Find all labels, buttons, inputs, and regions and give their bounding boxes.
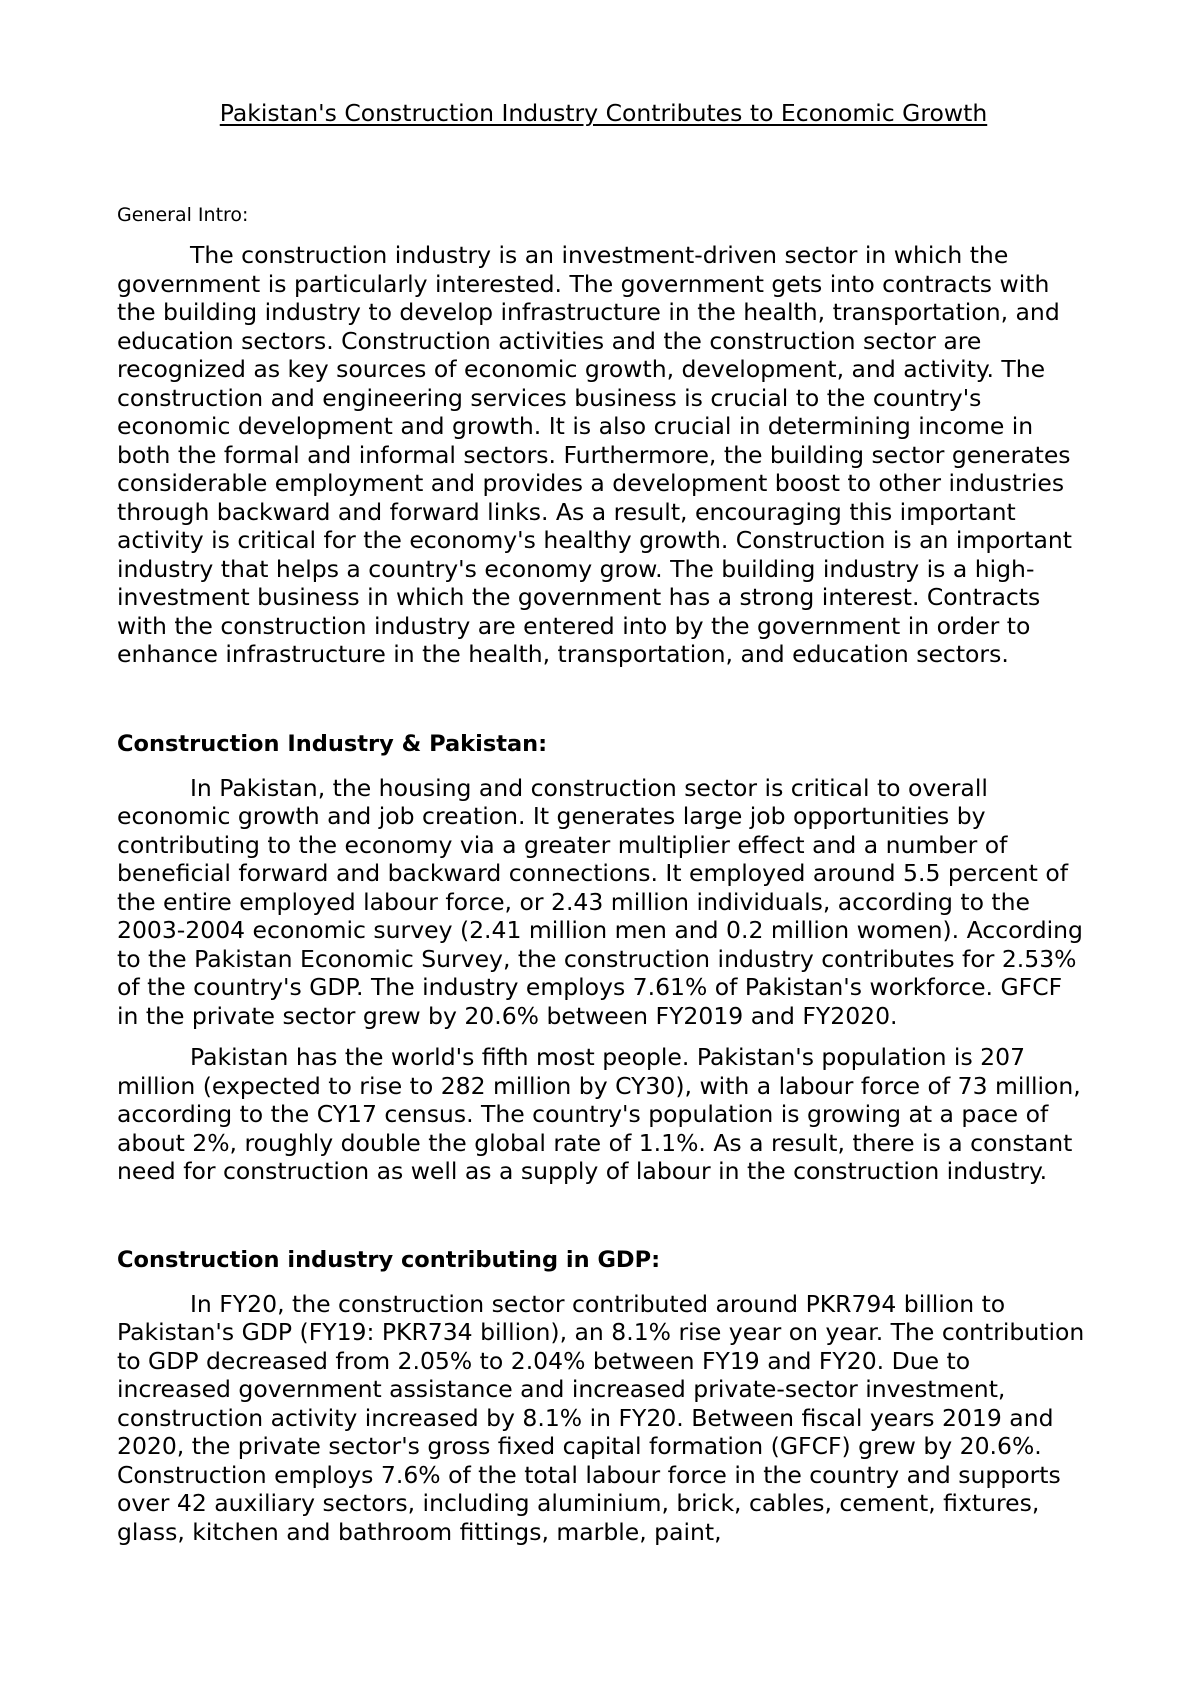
section-heading-industry-pakistan: Construction Industry & Pakistan: <box>117 730 548 757</box>
section-heading-gdp: Construction industry contributing in GDP: <box>117 1246 661 1273</box>
section-paragraph: Pakistan has the world's fifth most people. Pakistan's population is 207 million (expected to rise to 282 million by CY30), with a labour force of 73 million, according to the CY17 census. The country's population is growing at a pace of about 2%, roughly double the global rate of 1.1%. As a result, there is a constant need for construction as well as a supply of labour in the construction industry. <box>117 1043 1081 1185</box>
section-paragraph: In FY20, the construction sector contributed around PKR794 billion to Pakistan's GDP (FY19: PKR734 billion), an 8.1% rise year on year. The contribution to GDP decreased from 2.05% to 2.04% between FY19 and FY20. Due to increased government assistance and increased private-sector investment, construction activity increased by 8.1% in FY20. Between fiscal years 2019 and 2020, the private sector's gross fixed capital formation (GFCF) grew by 20.6%. Construction employs 7.6% of the total labour force in the country and supports over 42 auxiliary sectors, including aluminium, brick, cables, cement, fixtures, glass, kitchen and bathroom fittings, marble, paint, <box>117 1289 1085 1546</box>
intro-label: General Intro: <box>117 204 249 226</box>
intro-paragraph: The construction industry is an investment-driven sector in which the government is particularly interested. The government gets into contracts with the building industry to develop infrastructure in the health, transportation, and education sectors. Construction activities and the construction sector are recognized as key sources of economic growth, development, and activity. The construction and engineering services business is crucial to the country's economic development and growth. It is also crucial in determining income in both the formal and informal sectors. Furthermore, the building sector generates considerable employment and provides a development boost to other industries through backward and forward links. As a result, encouraging this important activity is critical for the economy's healthy growth. Construction is an important industry that helps a country's economy grow. The building industry is a high-investment business in which the government has a strong interest. Contracts with the construction industry are entered into by the government in order to enhance infrastructure in the health, transportation, and education sectors. <box>117 241 1073 668</box>
document-title: Pakistan's Construction Industry Contributes to Economic Growth <box>219 99 988 127</box>
section-paragraph: In Pakistan, the housing and construction sector is critical to overall economic growth and job creation. It generates large job opportunities by contributing to the economy via a greater multiplier effect and a number of beneficial forward and backward connections. It employed around 5.5 percent of the entire employed labour force, or 2.43 million individuals, according to the 2003-2004 economic survey (2.41 million men and 0.2 million women). According to the Pakistan Economic Survey, the construction industry contributes for 2.53% of the country's GDP. The industry employs 7.61% of Pakistan's workforce. GFCF in the private sector grew by 20.6% between FY2019 and FY2020. <box>117 773 1083 1030</box>
